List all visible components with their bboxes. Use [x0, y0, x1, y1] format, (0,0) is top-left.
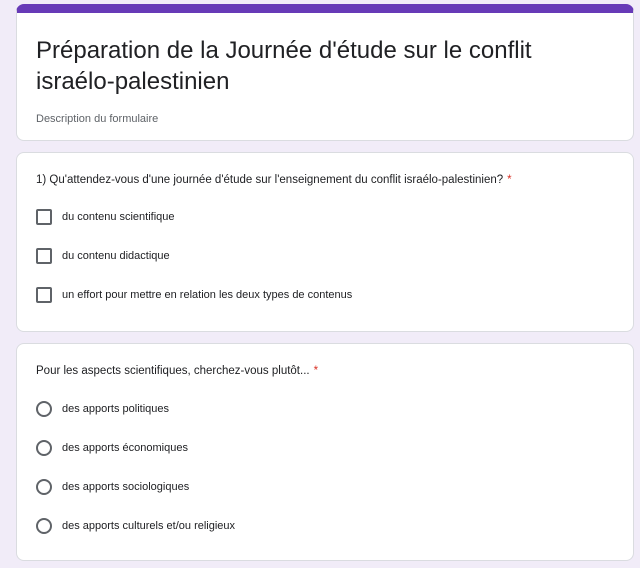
option-label: des apports sociologiques: [62, 481, 190, 493]
question-card-scientific-aspects: [16, 343, 634, 561]
option-label: du contenu didactique: [62, 250, 170, 262]
form-title: Préparation de la Journée d'étude sur le conflit israélo-palestinien: [36, 37, 532, 95]
required-asterisk: *: [313, 365, 319, 377]
required-asterisk: *: [507, 174, 512, 186]
question-text: 1) Qu'attendez-vous d'une journée d'étude sur l'enseignement du conflit israélo-palestinien?: [36, 174, 504, 186]
radio-option-economic[interactable]: [36, 440, 188, 456]
checkbox-option-didactic[interactable]: [36, 248, 170, 264]
checkbox-option-scientific[interactable]: [36, 209, 175, 225]
question-title: [36, 365, 318, 377]
radio-button[interactable]: [36, 401, 52, 417]
radio-button[interactable]: [36, 479, 52, 495]
option-label: des apports économiques: [62, 442, 188, 454]
checkbox[interactable]: [36, 209, 52, 225]
checkbox[interactable]: [36, 287, 52, 303]
option-label: des apports politiques: [62, 403, 170, 415]
radio-option-political[interactable]: [36, 401, 169, 417]
radio-button[interactable]: [36, 440, 52, 456]
question-text: Pour les aspects scientifiques, cherchez-vous plutôt...: [36, 365, 310, 377]
form-description: Description du formulaire: [36, 113, 159, 125]
checkbox[interactable]: [36, 248, 52, 264]
option-label: des apports culturels et/ou religieux: [62, 520, 236, 532]
question-card-expectations: [16, 152, 634, 332]
checkbox-option-both[interactable]: [36, 287, 352, 303]
radio-option-cultural[interactable]: [36, 518, 235, 534]
option-label: un effort pour mettre en relation les deux types de contenus: [62, 289, 353, 301]
question-title: [36, 174, 512, 186]
option-label: du contenu scientifique: [62, 211, 175, 223]
radio-option-sociological[interactable]: [36, 479, 189, 495]
form-header-card: [16, 4, 634, 141]
radio-button[interactable]: [36, 518, 52, 534]
